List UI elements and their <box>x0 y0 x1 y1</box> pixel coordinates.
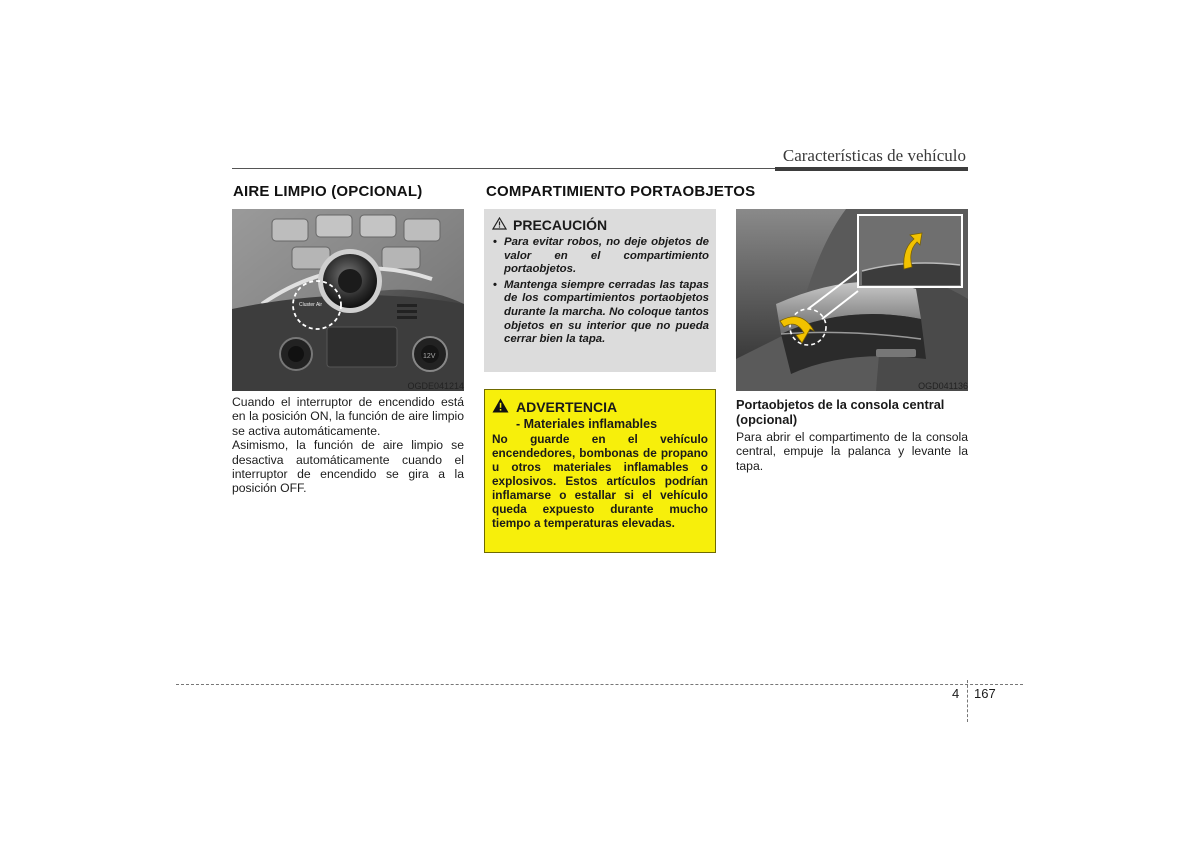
caution-list <box>492 236 709 347</box>
footer-dashed-rule <box>176 684 1023 685</box>
storage-heading: COMPARTIMIENTO PORTAOBJETOS <box>486 183 756 200</box>
caution-title-row <box>492 217 709 233</box>
photo-caption-left: OGDE041214 <box>407 381 464 391</box>
caution-item: • Para evitar robos, no deje objetos de valor en el compartimiento portaobjetos. <box>493 236 709 276</box>
console-text: Para abrir el compartimento de la consola central, empuje la palanca y levante la tapa. <box>736 430 968 473</box>
paragraph: Asimismo, la función de aire limpio se desactiva automáticamente cuando el interruptor de encendido se gira a la posición OFF. <box>232 438 464 496</box>
warning-triangle-icon <box>492 398 509 416</box>
warning-title: ADVERTENCIA <box>516 399 618 415</box>
caution-title: PRECAUCIÓN <box>513 217 608 233</box>
console-subheading: Portaobjetos de la consola central (opcional) <box>736 397 945 427</box>
cluster-air-label: Cluster Air <box>299 302 323 308</box>
warning-text: No guarde en el vehículo encendedores, bombonas de propano u otros materiales inflamables o explosivos. Estos artículos podrían inflamarse o estallar si el vehículo queda expuesto durante mucho tiempo a temperaturas elevadas. <box>492 432 708 530</box>
warning-title-row <box>492 398 708 416</box>
header-bar <box>775 167 968 171</box>
paragraph: Cuando el interruptor de encendido está en la posición ON, la función de aire limpio se activa automáticamente. <box>232 395 464 438</box>
console-photo <box>736 209 968 391</box>
clean-air-photo <box>232 209 464 391</box>
chapter-number: 4 <box>952 686 960 701</box>
clean-air-heading: AIRE LIMPIO (OPCIONAL) <box>233 183 423 200</box>
page-number: 167 <box>974 686 996 701</box>
caution-item: • Mantenga siempre cerradas las tapas de los compartimientos portaobjetos durante la marcha. No coloque tantos objetos en su interior que no pueda cerrar bien la tapa. <box>493 278 709 346</box>
warning-subtitle: - Materiales inflamables <box>516 417 658 431</box>
photo-caption-right: OGD041136 <box>918 381 968 391</box>
warning-box <box>484 389 716 553</box>
section-title: Características de vehículo <box>782 146 966 165</box>
clean-air-text <box>232 395 464 496</box>
caution-triangle-icon <box>492 217 507 233</box>
footer-vertical-rule <box>967 680 968 722</box>
socket-label: 12V <box>423 353 436 360</box>
caution-box <box>484 209 716 372</box>
